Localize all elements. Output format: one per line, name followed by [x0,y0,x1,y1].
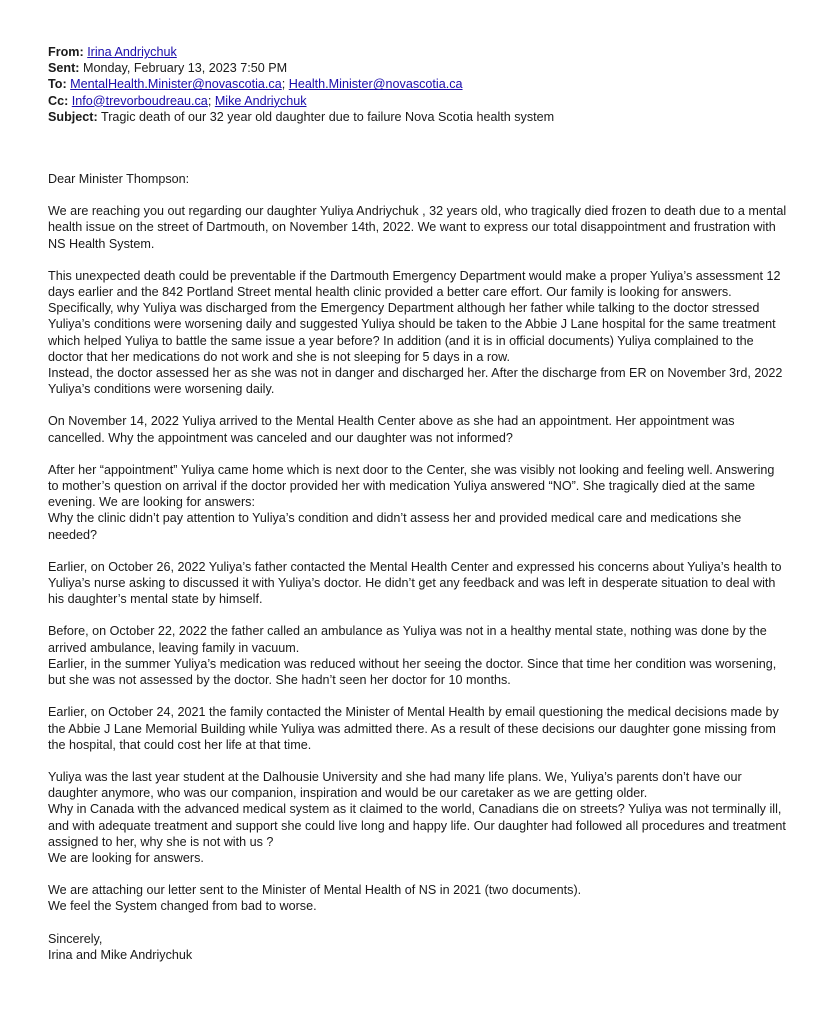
to-label: To: [48,77,67,92]
cc-separator: ; [207,93,212,108]
paragraph-7: Earlier, on October 24, 2021 the family contacted the Minister of Mental Health by email questioning the medical decisions made by the Abbie J Lane Memorial Building while Yuliya was admitted there. As a result of these decisions our daughter gone missing from the hospital, that could cost her life at that time. [48,705,779,752]
paragraph-3: On November 14, 2022 Yuliya arrived to the Mental Health Center above as she had an appointment. Her appointment was cancelled. Why the appointment was canceled and our daughter was not informed? [48,414,735,445]
paragraph-9 [48,882,788,914]
to-recipient-1-link[interactable]: MentalHealth.Minister@novascotia.ca [70,77,282,92]
paragraph-4 [48,462,788,543]
email-header [48,44,788,125]
paragraph-8-part-b: Why in Canada with the advanced medical system as it claimed to the world, Canadians die on streets? Yuliya was not terminally ill, and with adequate treatment and support she could live long and happy life. Our daughter had followed all procedures and treatment assigned to her, why she is not with us ? [48,802,786,849]
subject-line [48,109,788,125]
sent-line [48,60,788,76]
paragraph-9-part-b: We feel the System changed from bad to worse. [48,899,317,914]
paragraph-4-part-a: After her “appointment” Yuliya came home which is next door to the Center, she was visibly not looking and feeling well. Answering to mother’s question on arrival if the doctor provided her with medication Yuliya answered “NO”. She tragically died at the same evening. We are looking for answers: [48,462,775,510]
paragraph-1: We are reaching you out regarding our daughter Yuliya Andriychuk , 32 years old, who tragically died frozen to death due to a mental health issue on the street of Dartmouth, on November 14th, 2022. We want to express our total disappointment and frustration with NS Health System. [48,204,787,251]
paragraph-8 [48,769,788,866]
to-separator: ; [281,77,286,92]
subject-value: Tragic death of our 32 year old daughter due to failure Nova Scotia health system [100,109,555,124]
paragraph-8-part-c: We are looking for answers. [48,850,204,865]
paragraph-2-part-a: This unexpected death could be preventable if the Dartmouth Emergency Department would make a proper Yuliya’s assessment 12 days earlier and the 842 Portland Street mental health clinic provided a better care effort. Our family is looking for answers. Specifically, why Yuliya was discharged from the Emergency Department although her father while talking to the doctor stressed Yuliya’s conditions were worsening daily and suggested Yuliya should be taken to the Abbie J Lane hospital for the same treatment which helped Yuliya to battle the same issue a year before? In addition (and it is in official documents) Yuliya complained to the doctor that her medications do not work and she is not sleeping for 5 days in a row. [48,268,781,364]
closing: Sincerely, [48,931,103,946]
cc-recipient-1-link[interactable]: Info@trevorboudreau.ca [71,93,208,108]
paragraph-5: Earlier, on October 26, 2022 Yuliya’s father contacted the Mental Health Center and expressed his concerns about Yuliya’s health to Yuliya’s nurse asking to discussed it with Yuliya’s doctor. He didn’t get any feedback and was left in desperate situation to deal with his daughter’s mental state by himself. [48,559,782,607]
from-sender-link[interactable]: Irina Andriychuk [87,45,177,59]
paragraph-6-part-b: Earlier, in the summer Yuliya’s medication was reduced without her seeing the doctor. Since that time her condition was worsening, but she was not assessed by the doctor. She hadn’t seen her doctor for 10 months. [48,656,777,688]
paragraph-9-part-a: We are attaching our letter sent to the Minister of Mental Health of NS in 2021 (two documents). [48,883,582,898]
sent-value: Monday, February 13, 2023 7:50 PM [82,61,288,76]
signature: Irina and Mike Andriychuk [48,947,193,962]
from-label: From: [48,45,84,59]
paragraph-2 [48,268,788,398]
paragraph-8-part-a: Yuliya was the last year student at the Dalhousie University and she had many life plans. We, Yuliya’s parents don’t have our daughter anymore, who was our companion, inspiration and would be our caretaker as we are getting older. [48,769,742,801]
cc-recipient-2-link[interactable]: Mike Andriychuk [214,93,307,108]
paragraph-6 [48,623,788,688]
from-line [48,44,788,60]
cc-line [48,93,788,109]
to-line [48,76,788,92]
paragraph-2-part-b: Instead, the doctor assessed her as she was not in danger and discharged her. After the discharge from ER on November 3rd, 2022 Yuliya’s conditions were worsening daily. [48,366,783,397]
salutation: Dear Minister Thompson: [48,172,190,187]
paragraph-6-part-a: Before, on October 22, 2022 the father called an ambulance as Yuliya was not in a healthy mental state, nothing was done by the arrived ambulance, leaving family in vacuum. [48,624,767,655]
cc-label: Cc: [48,93,69,108]
to-recipient-2-link[interactable]: Health.Minister@novascotia.ca [288,77,463,92]
subject-label: Subject: [48,109,98,124]
email-document [48,44,788,963]
email-body [48,171,788,963]
header-body-gap [48,125,788,171]
paragraph-4-part-b: Why the clinic didn’t pay attention to Yuliya’s condition and didn’t assess her and provided medical care and medications she needed? [48,511,742,542]
sent-label: Sent: [48,61,80,76]
